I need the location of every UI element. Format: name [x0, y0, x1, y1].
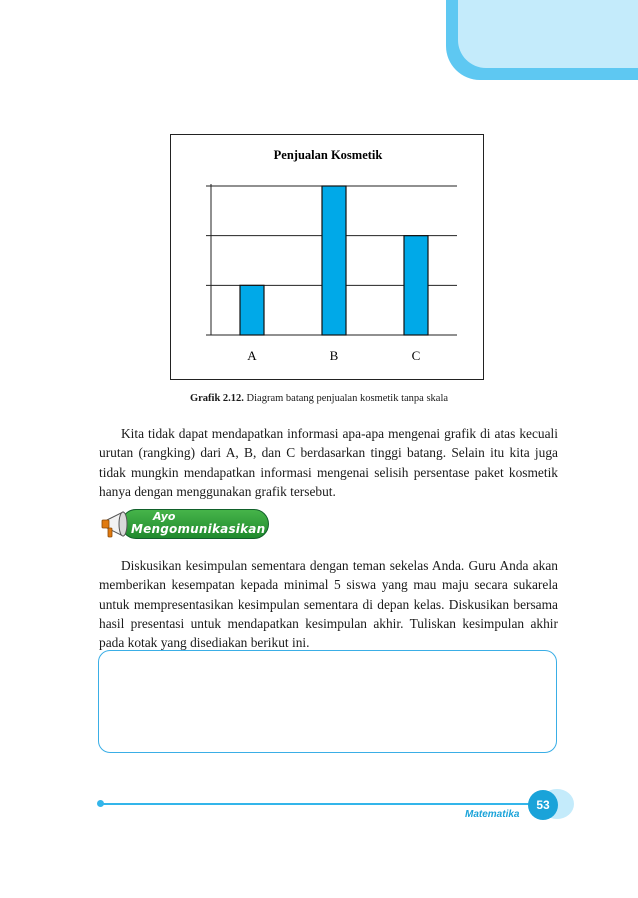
chart-title: Penjualan Kosmetik [273, 148, 383, 162]
caption-text: Diagram batang penjualan kosmetik tanpa skala [243, 393, 449, 404]
footer-line [100, 803, 540, 805]
banner-text [131, 510, 265, 536]
chart-svg [171, 135, 485, 381]
corner-tab-inner [458, 0, 638, 68]
banner-line-2: Mengomunikasikan [131, 522, 266, 536]
page-number: 53 [528, 790, 558, 820]
bar-b [322, 186, 346, 335]
bar-chart [170, 134, 484, 380]
x-tick-label-c: C [411, 348, 421, 363]
figure-caption [0, 393, 638, 404]
bar-a [240, 285, 264, 335]
x-tick-label-a: A [247, 348, 257, 363]
caption-label: Grafik 2.12. [189, 393, 244, 404]
bar-c [404, 236, 428, 335]
paragraph-1: Kita tidak dapat mendapatkan informasi apa-apa mengenai grafik di atas kecuali urutan (rangking) dari A, B, dan C berdasarkan tinggi batang. Selain itu kita juga tidak mungkin mendapatkan informasi mengenai selisih persentase paket kosmetik hanya dengan menggunakan grafik tersebut. [99, 426, 558, 499]
answer-box[interactable] [98, 650, 557, 753]
x-tick-label-b: B [329, 348, 339, 363]
banner-line-1: Ayo [153, 510, 176, 523]
paragraph-2: Diskusikan kesimpulan sementara dengan teman sekelas Anda. Guru Anda akan memberikan kesempatan kepada minimal 5 siswa yang mau maju secara sukarela untuk mempresentasikan kesimpulan sementara di depan kelas. Diskusikan bersama hasil presentasi untuk mendapatkan kesimpulan akhir. Tuliskan kesimpulan akhir pada kotak yang disediakan berikut ini. [99, 558, 558, 651]
footer-subject: Matematika [465, 809, 520, 820]
ayo-mengomunikasikan-banner [99, 508, 271, 540]
